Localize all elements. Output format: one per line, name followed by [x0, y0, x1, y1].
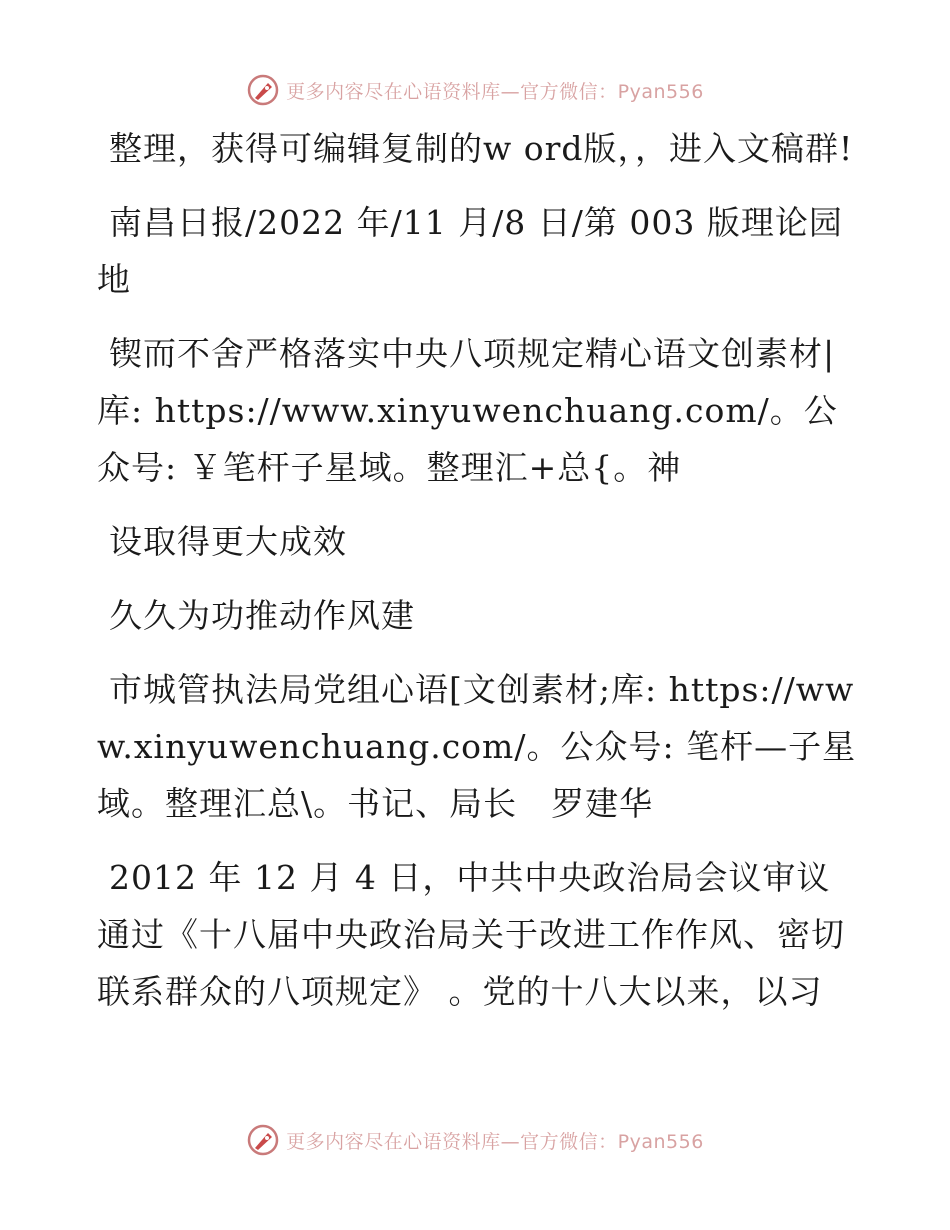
paragraph: 南昌日报/2022 年/11 月/8 日/第 003 版理论园地: [97, 203, 843, 299]
footer-watermark-banner: [0, 1120, 950, 1160]
pen-nib-logo-icon: [246, 1123, 280, 1157]
pen-nib-logo-icon: [246, 73, 280, 107]
document-body: [97, 120, 857, 1037]
paragraph: 设取得更大成效: [109, 522, 347, 561]
header-banner-text: 更多内容尽在心语资料库—官方微信：Pyan556: [286, 80, 704, 103]
paragraph: 整理，获得可编辑复制的w ord版，，进入文稿群!: [109, 129, 854, 168]
paragraph: 久久为功推动作风建: [109, 596, 415, 635]
header-watermark-banner: [0, 70, 950, 110]
paragraph: 市城管执法局党组心语[文创素材;库: https://www.xinyuwenchuang.com/。公众号: 笔杆—子星域。整理汇总\。书记、局长 罗建华: [97, 670, 857, 823]
paragraph: 2012 年 12 月 4 日，中共中央政治局会议审议通过《十八届中央政治局关于改进工作作风、密切联系群众的八项规定》 。党的十八大以来，以习: [97, 858, 845, 1011]
footer-banner-text: 更多内容尽在心语资料库—官方微信：Pyan556: [286, 1130, 704, 1153]
paragraph: 锲而不舍严格落实中央八项规定精心语文创素材|库: https://www.xinyuwenchuang.com/。公众号: ￥笔杆子星域。整理汇+总{。神: [97, 334, 838, 487]
